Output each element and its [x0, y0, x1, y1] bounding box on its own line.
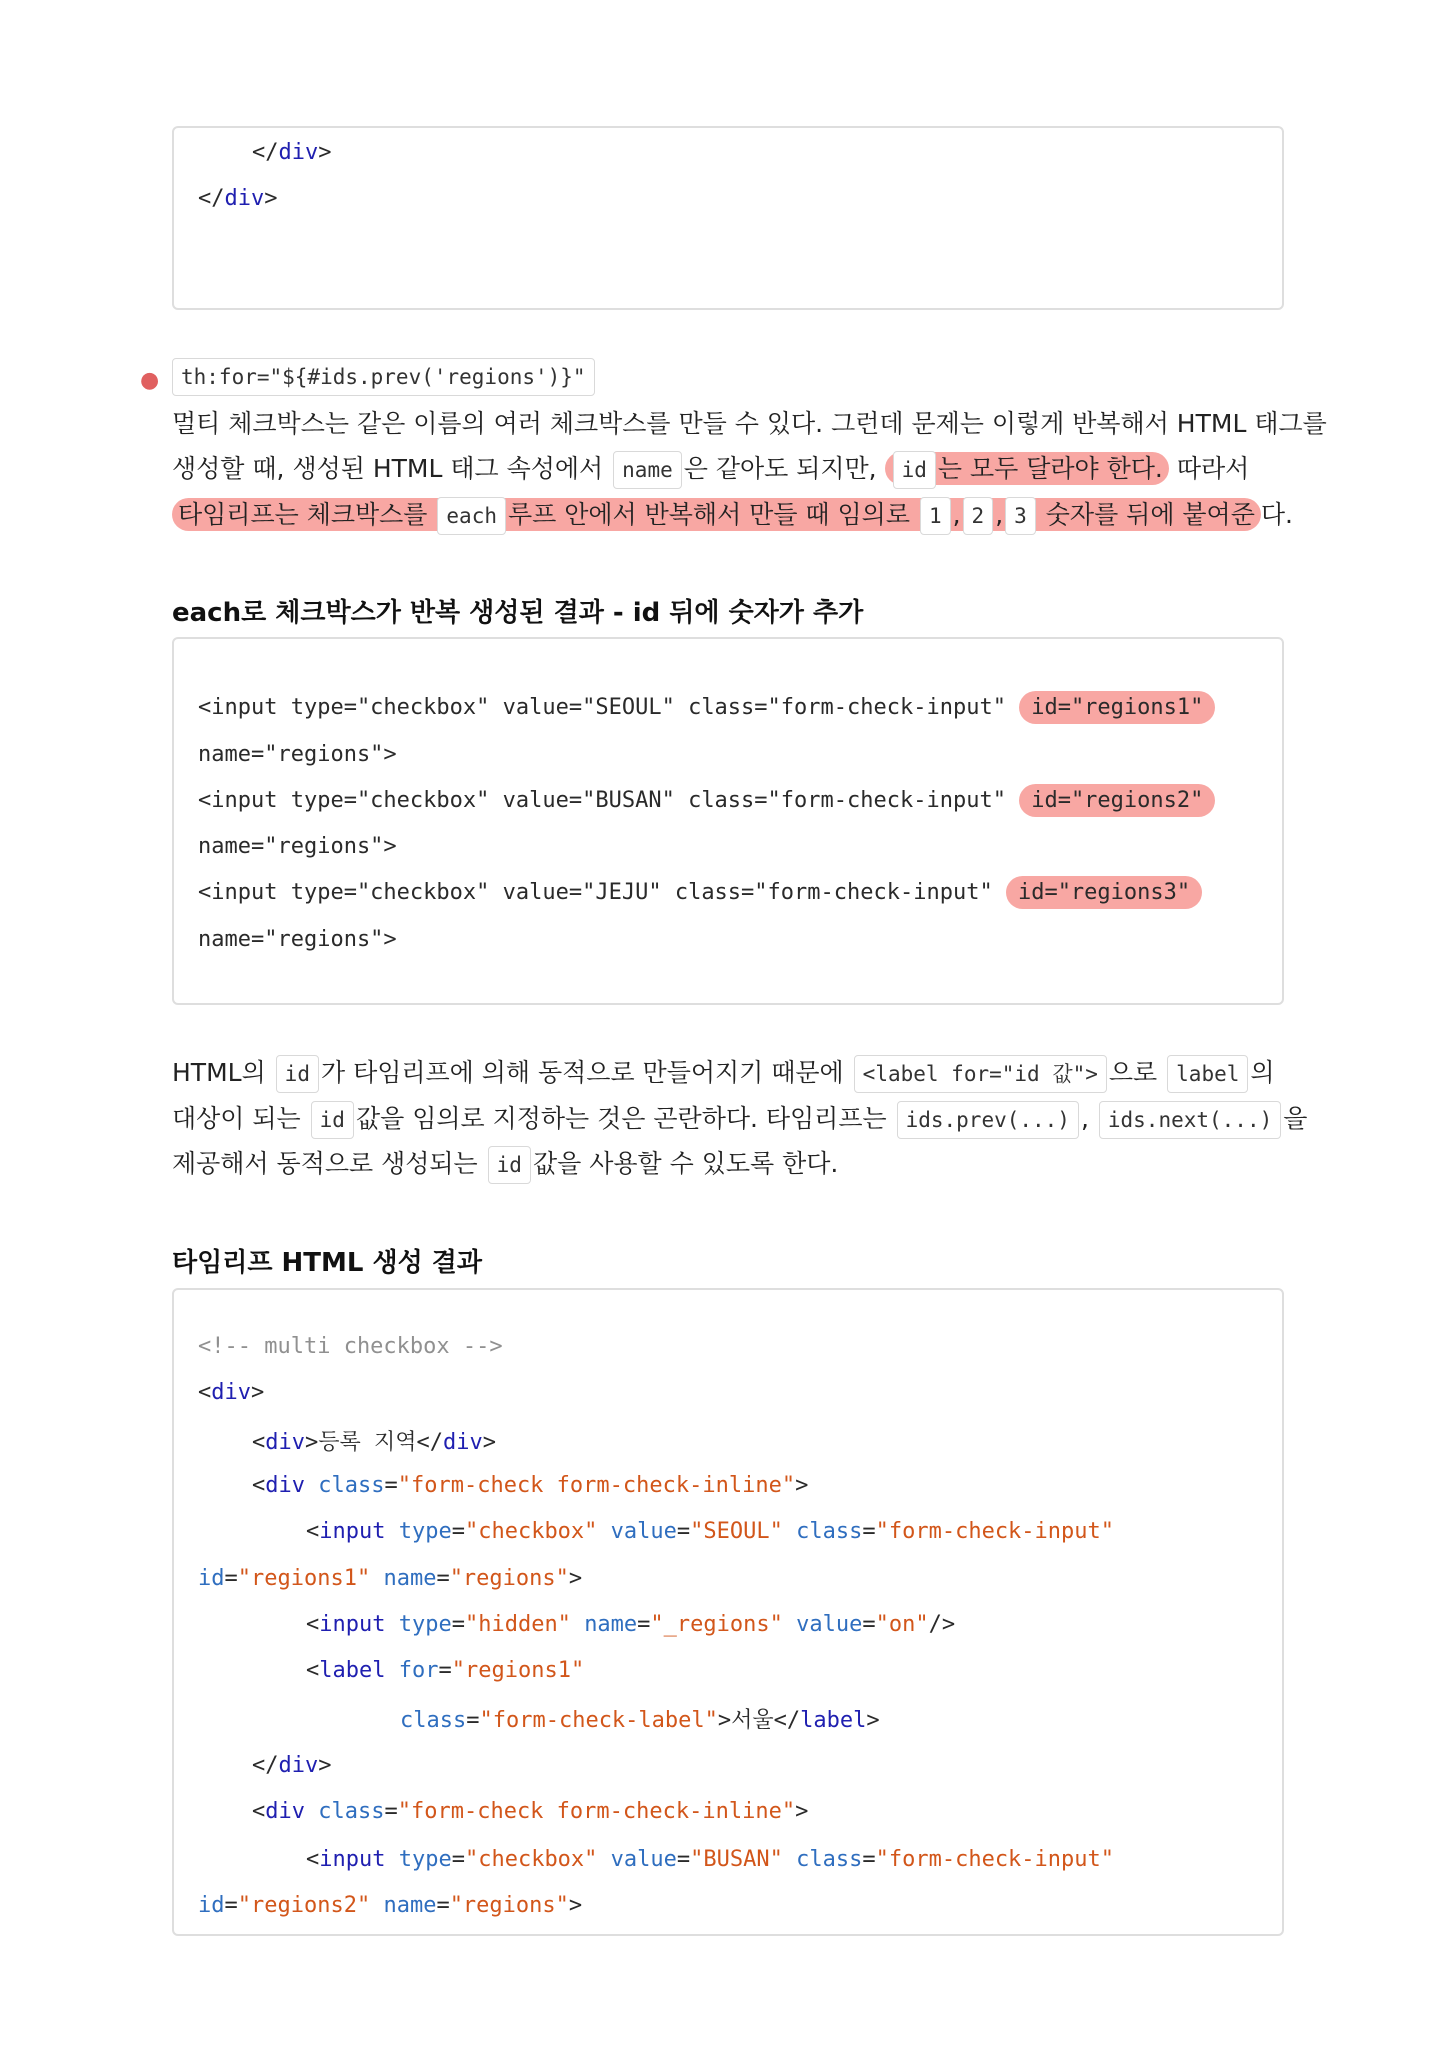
text: 대상이 되는: [172, 1104, 301, 1133]
code-string: "checkbox": [464, 1847, 598, 1872]
code-tag: input: [319, 1847, 386, 1872]
code-text: <input type="checkbox" value="BUSAN" class="form-check-input": [198, 788, 1020, 813]
text: HTML의: [172, 1058, 266, 1087]
bullet-marker: ●: [140, 368, 160, 393]
code-line: name="regions">: [198, 742, 397, 767]
code-line: name="regions">: [198, 834, 397, 859]
highlight-id: id="regions2": [1019, 784, 1215, 817]
code-string: "form-check form-check-inline": [397, 1799, 796, 1824]
code-comment: <!-- multi checkbox -->: [198, 1334, 503, 1359]
code-text: 등록 지역: [318, 1430, 417, 1455]
text: 다.: [1260, 500, 1293, 529]
code-block-top: [172, 126, 1284, 310]
paragraph2-line1: [172, 1055, 1275, 1093]
code-attr: class: [318, 1799, 385, 1824]
code-tag: div: [265, 1799, 305, 1824]
text: ,: [995, 500, 1004, 529]
code-attr: type: [398, 1612, 452, 1637]
inline-code-label-for: <label for="id 값">: [854, 1055, 1107, 1093]
code-string: "on": [875, 1612, 929, 1637]
code-attr: value: [610, 1847, 677, 1872]
code-string: "regions": [449, 1893, 569, 1918]
code-string: "BUSAN": [690, 1847, 783, 1872]
code-tag: input: [319, 1612, 386, 1637]
code-line: [198, 880, 1202, 905]
text: 으로: [1108, 1058, 1158, 1087]
code-tag: div: [265, 1473, 305, 1498]
code-text: 서울: [731, 1708, 774, 1733]
code-tag: input: [319, 1519, 386, 1544]
code-line: [198, 695, 1215, 720]
text: 값을 임의로 지정하는 것은 곤란하다. 타임리프는: [355, 1104, 887, 1133]
code-tag: div: [278, 140, 319, 165]
inline-code-id: id: [893, 451, 936, 489]
text: 숫자를 뒤에 붙여준: [1045, 500, 1255, 529]
code-tag: div: [224, 186, 265, 211]
code-line: <div>등록 지역</div>: [252, 1430, 497, 1455]
inline-code-each: each: [437, 497, 506, 535]
code-text: <input type="checkbox" value="SEOUL" class="form-check-input": [198, 695, 1020, 720]
code-attr: id: [198, 1893, 225, 1918]
code-line: id="regions2" name="regions">: [198, 1893, 583, 1918]
inline-code-id: id: [488, 1146, 531, 1184]
code-string: "regions": [449, 1566, 569, 1591]
inline-code-ids-next: ids.next(...): [1099, 1101, 1281, 1139]
code-line: <input type="checkbox" value="SEOUL" class="form-check-input": [306, 1519, 1115, 1544]
code-tag: div: [443, 1430, 483, 1455]
bullet-paragraph-line1: [172, 407, 1327, 441]
text: 가 타임리프에 의해 동적으로 만들어지기 때문에: [320, 1058, 844, 1087]
text: 타임리프는 체크박스를: [178, 500, 428, 529]
code-line: <input type="hidden" name="_regions" value="on"/>: [306, 1612, 956, 1637]
text: ,: [952, 500, 961, 529]
code-text: <input type="checkbox" value="JEJU" class="form-check-input": [198, 880, 1006, 905]
code-tag: div: [211, 1380, 251, 1405]
inline-code-3: 3: [1005, 497, 1036, 535]
code-attr: class: [400, 1708, 467, 1733]
code-string: "_regions": [650, 1612, 783, 1637]
text: 생성할 때, 생성된 HTML 태그 속성에서: [172, 454, 604, 483]
code-attr: type: [398, 1847, 452, 1872]
text: 을: [1283, 1104, 1308, 1133]
code-block-thymeleaf-result: [172, 1288, 1284, 1936]
inline-code-label: label: [1167, 1055, 1248, 1093]
code-attr: name: [383, 1566, 437, 1591]
code-tag: div: [265, 1430, 305, 1455]
code-line: </div>: [252, 140, 332, 165]
code-string: "form-check-input": [875, 1519, 1115, 1544]
code-line: </div>: [252, 1753, 332, 1778]
code-string: "form-check-input": [875, 1847, 1115, 1872]
bullet-paragraph-line2: [172, 451, 1249, 489]
code-line: <div class="form-check form-check-inline">: [252, 1473, 809, 1498]
text: ,: [1080, 1104, 1089, 1133]
code-attr: name: [383, 1893, 437, 1918]
code-line: <input type="checkbox" value="BUSAN" class="form-check-input": [306, 1847, 1115, 1872]
code-line: </div>: [198, 186, 278, 211]
code-attr: class: [796, 1847, 863, 1872]
code-th-for: th:for="${#ids.prev('regions')}": [172, 358, 595, 396]
code-attr: for: [398, 1658, 439, 1683]
highlight-span: [172, 498, 1261, 531]
highlighted-text: 는 모두 달라야 한다.: [937, 454, 1163, 483]
highlight-id: id="regions1": [1019, 691, 1215, 724]
code-attr: name: [584, 1612, 638, 1637]
code-string: "form-check-label": [479, 1708, 718, 1733]
code-attr: value: [796, 1612, 863, 1637]
code-line: <div class="form-check form-check-inline">: [252, 1799, 809, 1824]
text: 따라서: [1168, 454, 1250, 483]
code-string: "form-check form-check-inline": [397, 1473, 796, 1498]
paragraph2-line3: [172, 1146, 838, 1184]
highlight-id: id="regions3": [1006, 876, 1202, 909]
text: 멀티 체크박스는 같은 이름의 여러 체크박스를 만들 수 있다. 그런데 문제는 이렇게 반복해서 HTML 태그를: [172, 409, 1327, 438]
bullet-inline-code: [170, 358, 597, 396]
code-line: [198, 788, 1215, 813]
text: 은 같아도 되지만,: [683, 454, 877, 483]
inline-code-1: 1: [920, 497, 951, 535]
inline-code-ids-prev: ids.prev(...): [897, 1101, 1079, 1139]
inline-code-id: id: [276, 1055, 319, 1093]
code-tag: div: [278, 1753, 319, 1778]
text: 루프 안에서 반복해서 만들 때 임의로: [507, 500, 910, 529]
code-tag: label: [319, 1658, 386, 1683]
code-attr: class: [318, 1473, 385, 1498]
code-line: class="form-check-label">서울</label>: [400, 1708, 880, 1733]
code-attr: value: [610, 1519, 677, 1544]
inline-code-name: name: [613, 451, 682, 489]
code-attr: type: [398, 1519, 452, 1544]
code-string: "checkbox": [464, 1519, 598, 1544]
text: 제공해서 동적으로 생성되는: [172, 1149, 478, 1178]
inline-code-id: id: [311, 1101, 354, 1139]
code-attr: id: [198, 1566, 225, 1591]
section-heading: 타임리프 HTML 생성 결과: [172, 1248, 483, 1278]
code-string: "regions2": [237, 1893, 371, 1918]
section-heading: each로 체크박스가 반복 생성된 결과 - id 뒤에 숫자가 추가: [172, 598, 864, 628]
code-attr: class: [796, 1519, 863, 1544]
code-string: "regions1": [451, 1658, 585, 1683]
code-block-each-result: [172, 637, 1284, 1005]
code-line: id="regions1" name="regions">: [198, 1566, 583, 1591]
paragraph2-line2: [172, 1101, 1307, 1139]
bullet-paragraph-line3: [172, 497, 1293, 535]
code-string: "regions1": [237, 1566, 371, 1591]
inline-code-2: 2: [963, 497, 994, 535]
text: 의: [1250, 1058, 1275, 1087]
code-string: "hidden": [464, 1612, 571, 1637]
text: 값을 사용할 수 있도록 한다.: [532, 1149, 839, 1178]
code-tag: label: [800, 1708, 867, 1733]
code-line: <div>: [198, 1380, 265, 1405]
code-string: "SEOUL": [690, 1519, 783, 1544]
code-line: <label for="regions1": [306, 1658, 585, 1683]
code-line: name="regions">: [198, 927, 397, 952]
